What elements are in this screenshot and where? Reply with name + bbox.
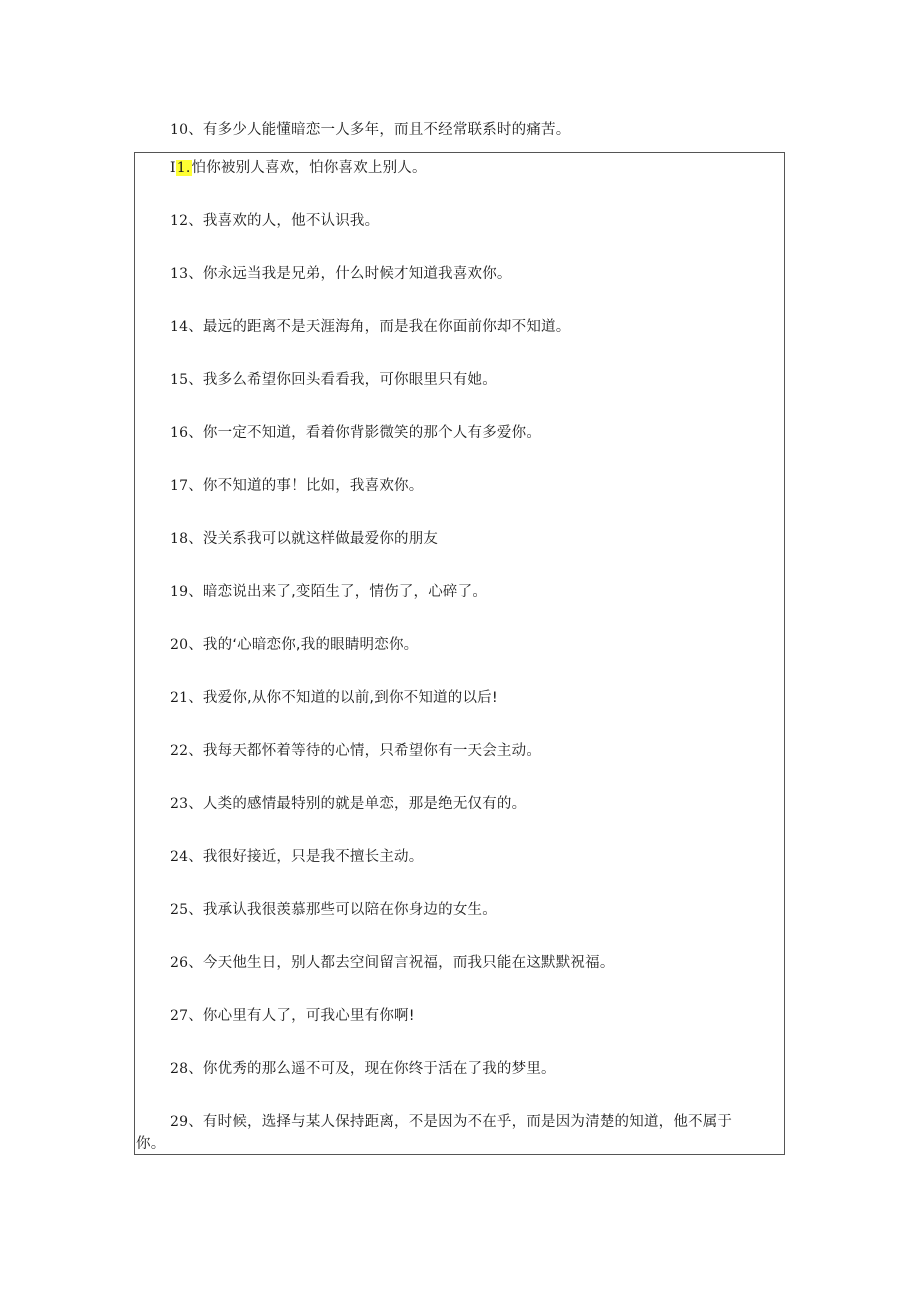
list-item [170, 794, 526, 814]
item-text: 我多么希望你回头看看我，可你眼里只有她。 [202, 372, 497, 388]
item-number: 14 [170, 319, 189, 335]
item-separator: 、 [188, 849, 203, 865]
item-text: 暗恋说出来了,变陌生了，情伤了，心碎了。 [202, 584, 488, 600]
item-separator: 、 [188, 425, 203, 441]
item-text: 有多少人能懂暗恋一人多年，而且不经常联系时的痛苦。 [202, 122, 571, 138]
list-item [170, 953, 615, 973]
item-separator: 、 [188, 319, 203, 335]
item-text: 你心里有人了，可我心里有你啊! [202, 1008, 415, 1024]
list-item [170, 1112, 732, 1132]
item-text: 我承认我很羡慕那些可以陪在你身边的女生。 [202, 902, 497, 918]
item-number: 19 [170, 584, 189, 600]
list-item [170, 476, 423, 496]
item-text: 怕你被别人喜欢，怕你喜欢上别人。 [191, 160, 427, 176]
list-item [170, 1006, 415, 1026]
list-item [170, 211, 379, 231]
item-separator: 、 [188, 266, 203, 282]
item-number: 10 [170, 122, 189, 138]
item-separator: 、 [188, 902, 203, 918]
item-separator: 、 [188, 743, 203, 759]
item-number: 20 [170, 637, 189, 653]
item-text: 我每天都怀着等待的心情，只希望你有一天会主动。 [202, 743, 542, 759]
list-item [170, 317, 570, 337]
item-text: 你不知道的事！比如，我喜欢你。 [202, 478, 424, 494]
item-separator: 、 [188, 690, 203, 706]
list-item-continuation: 你。 [136, 1136, 166, 1152]
item-number: 27 [170, 1008, 189, 1024]
list-item [170, 158, 427, 178]
item-text: 人类的感情最特别的就是单恋，那是绝无仅有的。 [202, 796, 527, 812]
list-item [170, 1059, 556, 1079]
list-item [170, 847, 423, 867]
item-text: 有时候，选择与某人保持距离，不是因为不在乎，而是因为清楚的知道，他不属于 [202, 1114, 733, 1130]
list-item [170, 741, 541, 761]
item-text: 我的‘心暗恋你,我的眼睛明恋你。 [202, 637, 419, 653]
item-number: 24 [170, 849, 189, 865]
list-item [170, 529, 438, 549]
item-number: 16 [170, 425, 189, 441]
item-separator: 、 [188, 1114, 203, 1130]
item-text: 最远的距离不是天涯海角，而是我在你面前你却不知道。 [202, 319, 571, 335]
text-highlight: 1. [176, 160, 191, 176]
item-separator: 、 [188, 478, 203, 494]
item-text: 你优秀的那么遥不可及，现在你终于活在了我的梦里。 [202, 1061, 556, 1077]
item-text: 没关系我可以就这样做最爱你的朋友 [202, 531, 439, 547]
item-text: 我很好接近，只是我不擅长主动。 [202, 849, 424, 865]
list-item [170, 635, 418, 655]
item-number: 28 [170, 1061, 189, 1077]
item-separator: 、 [188, 372, 203, 388]
list-item [170, 900, 497, 920]
item-number: 17 [170, 478, 189, 494]
list-item [170, 582, 487, 602]
item-number: 21 [170, 690, 189, 706]
item-separator: 、 [188, 531, 203, 547]
item-separator: 、 [188, 955, 203, 971]
item-text: 我喜欢的人，他不认识我。 [202, 213, 380, 229]
list-item [170, 370, 497, 390]
list-item [170, 423, 541, 443]
list-item [170, 264, 512, 284]
item-text: 我爱你,从你不知道的以前,到你不知道的以后! [202, 690, 498, 706]
item-text: 你永远当我是兄弟，什么时候才知道我喜欢你。 [202, 266, 512, 282]
list-item [170, 688, 498, 708]
item-number: 29 [170, 1114, 189, 1130]
item-number: I1. [170, 160, 191, 176]
item-separator: 、 [188, 213, 203, 229]
item-number: 22 [170, 743, 189, 759]
item-number: 26 [170, 955, 189, 971]
item-number: 23 [170, 796, 189, 812]
item-number: 25 [170, 902, 189, 918]
item-text: 今天他生日，别人都去空间留言祝福，而我只能在这默默祝福。 [202, 955, 615, 971]
item-separator: 、 [188, 1008, 203, 1024]
item-number: 18 [170, 531, 189, 547]
item-separator: 、 [188, 637, 203, 653]
item-number: 13 [170, 266, 189, 282]
item-text: 你一定不知道，看着你背影微笑的那个人有多爱你。 [202, 425, 542, 441]
item-number: 15 [170, 372, 189, 388]
item-separator: 、 [188, 584, 203, 600]
item-separator: 、 [188, 796, 203, 812]
list-item [170, 120, 570, 140]
item-number: 12 [170, 213, 189, 229]
item-separator: 、 [188, 122, 203, 138]
item-separator: 、 [188, 1061, 203, 1077]
